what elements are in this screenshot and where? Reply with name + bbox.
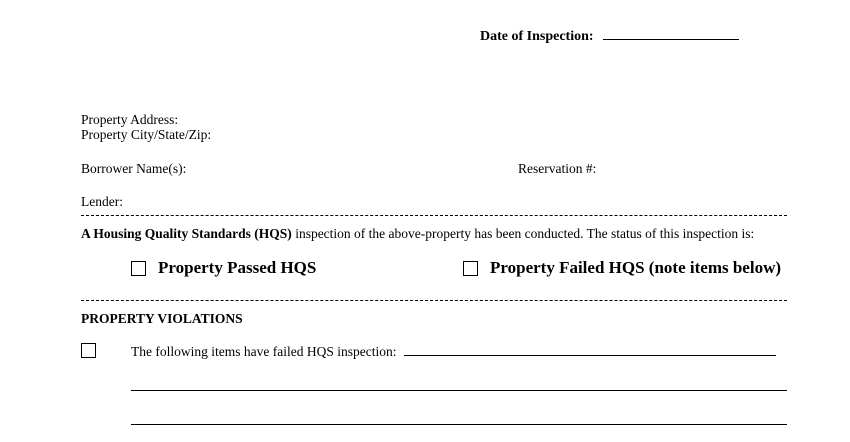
separator-rule <box>81 300 787 301</box>
hqs-statement-text: inspection of the above-property has been conducted. The status of this inspection is: <box>291 226 755 241</box>
property-passed-checkbox[interactable] <box>131 261 146 276</box>
failed-items-line-3[interactable] <box>131 424 787 425</box>
lender-label: Lender: <box>81 194 123 209</box>
failed-items-field[interactable] <box>404 355 776 356</box>
hqs-statement-bold: A Housing Quality Standards (HQS) <box>81 226 292 241</box>
property-failed-checkbox[interactable] <box>463 261 478 276</box>
failed-items-label: The following items have failed HQS inspection: <box>131 344 397 359</box>
date-of-inspection-field[interactable] <box>603 39 739 40</box>
reservation-number-label: Reservation #: <box>518 161 597 176</box>
property-failed-label: Property Failed HQS (note items below) <box>490 258 782 277</box>
separator-rule <box>81 215 787 216</box>
property-address-label: Property Address: <box>81 112 179 127</box>
failed-items-checkbox[interactable] <box>81 343 96 358</box>
borrower-names-label: Borrower Name(s): <box>81 161 187 176</box>
property-passed-label: Property Passed HQS <box>158 258 317 277</box>
failed-items-line-2[interactable] <box>131 390 787 391</box>
inspection-statement <box>81 226 754 242</box>
date-of-inspection-row <box>480 29 739 45</box>
failed-items-row <box>131 344 776 360</box>
property-violations-heading: PROPERTY VIOLATIONS <box>81 311 243 326</box>
date-of-inspection-label: Date of Inspection: <box>480 29 594 44</box>
property-city-state-zip-label: Property City/State/Zip: <box>81 127 212 142</box>
